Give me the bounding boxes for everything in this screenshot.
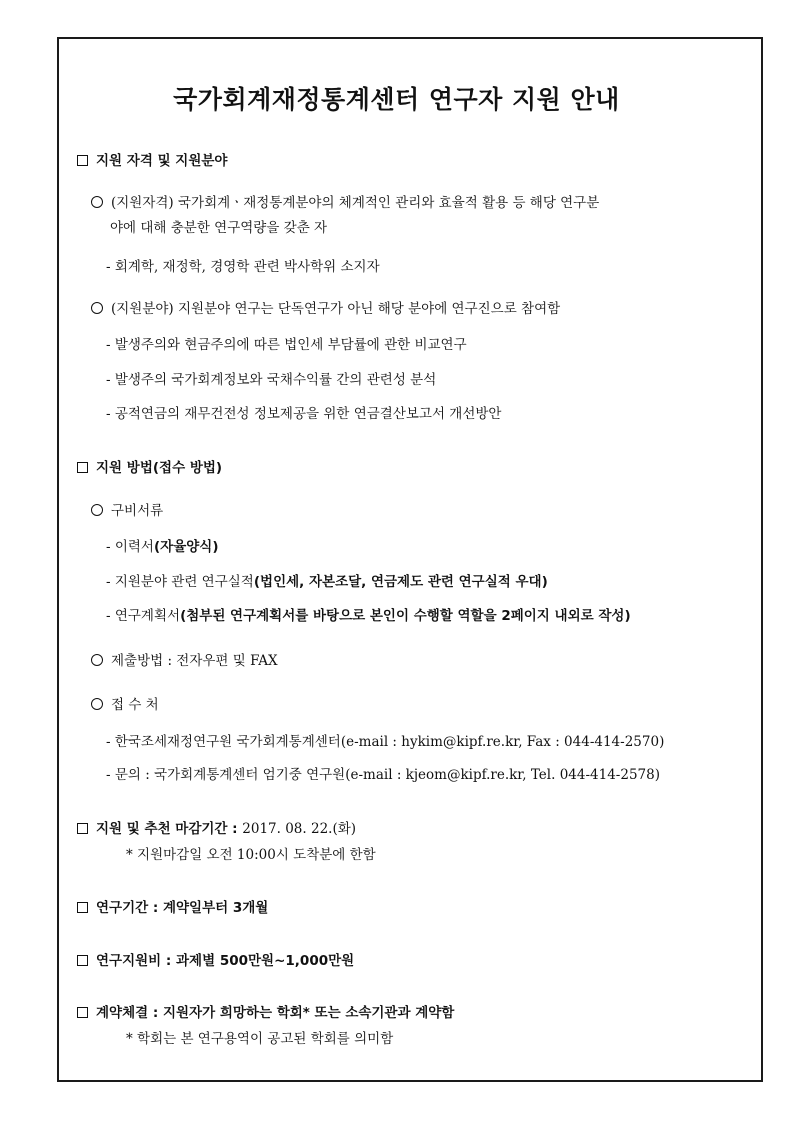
checkbox-square-icon xyxy=(77,462,88,473)
checkbox-square-icon xyxy=(77,902,88,913)
section-deadline-heading: 지원 및 추천 마감기간 : 2017. 08. 22.(화) xyxy=(77,819,356,839)
required-docs-title: 구비서류 xyxy=(91,501,163,521)
checkbox-square-icon xyxy=(77,955,88,966)
circle-bullet-icon xyxy=(91,504,103,516)
checkbox-square-icon xyxy=(77,823,88,834)
deadline-note: * 지원마감일 오전 10:00시 도착분에 한함 xyxy=(126,847,376,863)
checkbox-square-icon xyxy=(77,155,88,166)
section-period-heading: 연구기간 : 계약일부터 3개월 xyxy=(77,898,268,918)
page-title: 국가회계재정통계센터 연구자 지원 안내 xyxy=(173,85,620,114)
circle-bullet-icon xyxy=(91,302,103,314)
section-eligibility-heading: 지원 자격 및 지원분야 xyxy=(77,151,227,171)
research-topic: - 발생주의 국가회계정보와 국채수익률 간의 관련성 분석 xyxy=(106,372,437,388)
section-contract-heading: 계약체결 : 지원자가 희망하는 학회* 또는 소속기관과 계약함 xyxy=(77,1003,454,1023)
research-topic: - 발생주의와 현금주의에 따른 법인세 부담률에 관한 비교연구 xyxy=(106,337,467,353)
reception-title: 접 수 처 xyxy=(91,695,159,715)
reception-address: - 한국조세재정연구원 국가회계통계센터(e-mail : hykim@kipf.re.kr, Fax : 044-414-2570) xyxy=(106,734,665,750)
inquiry-contact: - 문의 : 국가회계통계센터 엄기중 연구원(e-mail : kjeom@kipf.re.kr, Tel. 044-414-2578) xyxy=(106,767,660,783)
doc-resume: - 이력서(자율양식) xyxy=(106,539,219,555)
research-topic: - 공적연금의 재무건전성 정보제공을 위한 연금결산보고서 개선방안 xyxy=(106,406,502,422)
submission-method: 제출방법 : 전자우편 및 FAX xyxy=(91,651,278,671)
eligibility-item: (지원자격) 국가회계ㆍ재정통계분야의 체계적인 관리와 효율적 활용 등 해당 연구분 xyxy=(91,193,599,213)
section-method-heading: 지원 방법(접수 방법) xyxy=(77,458,222,478)
contract-note: * 학회는 본 연구용역이 공고된 학회를 의미함 xyxy=(126,1031,394,1047)
checkbox-square-icon xyxy=(77,1007,88,1018)
eligibility-degree: - 회계학, 재정학, 경영학 관련 박사학위 소지자 xyxy=(106,259,380,275)
deadline-date: 2017. 08. 22.(화) xyxy=(242,821,357,837)
field-item: (지원분야) 지원분야 연구는 단독연구가 아닌 해당 분야에 연구진으로 참여함 xyxy=(91,299,560,319)
doc-research-plan: - 연구계획서(첨부된 연구계획서를 바탕으로 본인이 수행할 역할을 2페이지 내외로 작성) xyxy=(106,608,631,624)
eligibility-item-continued: 야에 대해 충분한 연구역량을 갖춘 자 xyxy=(110,220,328,236)
section-funding-heading: 연구지원비 : 과제별 500만원~1,000만원 xyxy=(77,951,354,971)
circle-bullet-icon xyxy=(91,698,103,710)
circle-bullet-icon xyxy=(91,654,103,666)
circle-bullet-icon xyxy=(91,196,103,208)
doc-research-record: - 지원분야 관련 연구실적(법인세, 자본조달, 연금제도 관련 연구실적 우대) xyxy=(106,574,548,590)
